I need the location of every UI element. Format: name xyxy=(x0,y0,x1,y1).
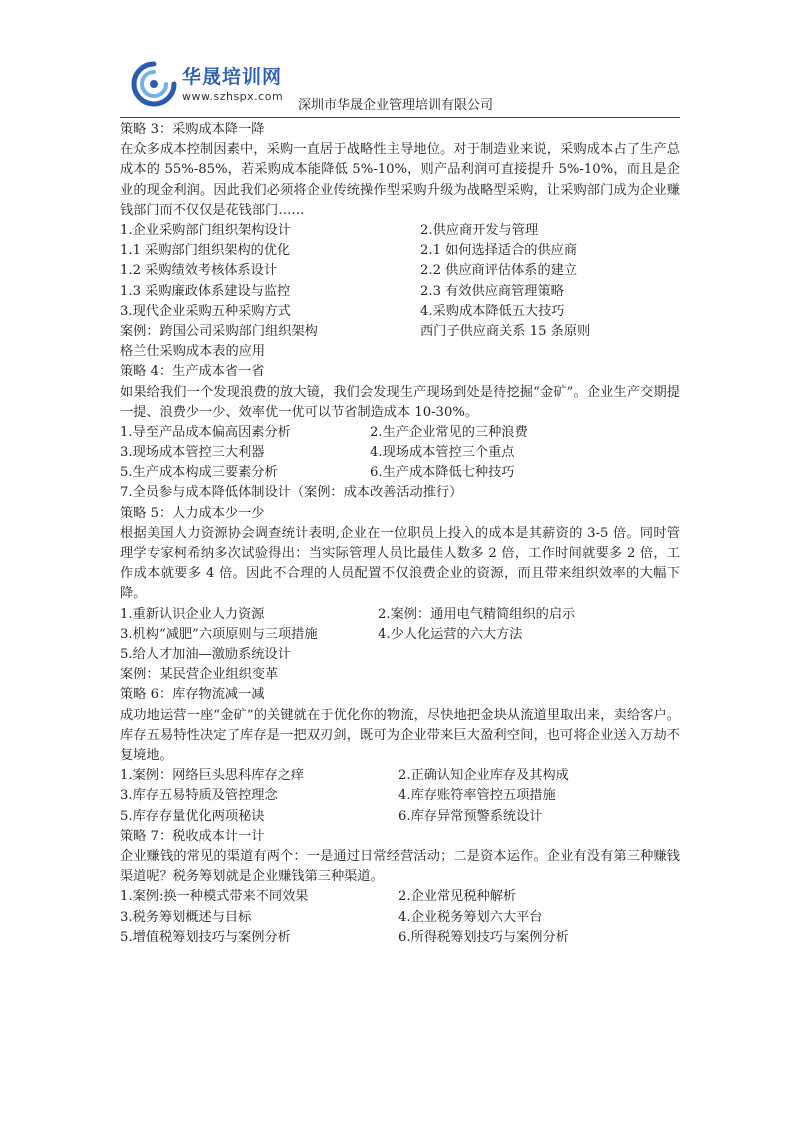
list-row xyxy=(120,241,680,261)
list-item: 6.库存异常预警系统设计 xyxy=(398,808,543,824)
list-row xyxy=(120,807,680,827)
list-row xyxy=(120,221,680,241)
list-row xyxy=(120,605,680,625)
list-row xyxy=(120,443,680,463)
list-item: 6.生产成本降低七种技巧 xyxy=(370,465,515,481)
list-item: 4.企业税务筹划六大平台 xyxy=(398,909,543,925)
list-item: 2.正确认知企业库存及其构成 xyxy=(398,768,569,784)
list-item: 1.2 采购绩效考核体系设计 xyxy=(120,263,278,279)
list-item: 3.库存五易特质及管控理念 xyxy=(120,788,278,804)
list-item: 3.现场成本管控三大利器 xyxy=(120,445,265,461)
list-row xyxy=(120,625,680,645)
list-item: 1.案例：网络巨头思科库存之痒 xyxy=(120,768,305,784)
section-title: 策略 4：生产成本省一省 xyxy=(120,364,265,380)
list-item: 2.生产企业常见的三种浪费 xyxy=(370,424,528,440)
section-intro: 成功地运营一座“金矿”的关键就在于优化你的物流，尽快地把金块从流道里取出来，卖给客户。库存五易特性决定了库存是一把双刃剑，既可为企业带来巨大盈利空间，也可将企业送入万劫不复境地。 xyxy=(120,707,680,763)
list-row xyxy=(120,282,680,302)
list-item: 2.案例：通用电气精简组织的启示 xyxy=(378,606,576,622)
list-item: 2.企业常见税种解析 xyxy=(398,889,517,905)
section-intro: 在众多成本控制因素中，采购一直居于战略性主导地位。对于制造业来说，采购成本占了生产总成本的 55%-85%，若采购成本能降低 5%-10%，则产品利润可直接提升 5%-10%，而且是企业的现金利润。因此我们必须将企业传统操作型采购升级为战略型采购，让采购部门成为企业赚钱部门而不仅仅是花钱部门…… xyxy=(120,142,680,218)
list-row xyxy=(120,423,680,443)
list-item: 1.导至产品成本偏高因素分析 xyxy=(120,424,291,440)
list-item: 4.库存账符率管控五项措施 xyxy=(398,788,556,804)
list-item: 7.全员参与成本降低体制设计（案例：成本改善活动推行） xyxy=(120,485,463,501)
list-item: 4.少人化运营的六大方法 xyxy=(378,626,523,642)
list-row xyxy=(120,322,680,342)
list-item: 5.增值税筹划技巧与案例分析 xyxy=(120,929,291,945)
list-item: 5.生产成本构成三要素分析 xyxy=(120,465,278,481)
section-title: 策略 6：库存物流减一减 xyxy=(120,687,265,703)
list-item: 2.3 有效供应商管理策略 xyxy=(420,283,564,299)
section-intro: 如果给我们一个发现浪费的放大镜，我们会发现生产现场到处是待挖掘“金矿”。企业生产交期提一提、浪费少一少、效率优一优可以节省制造成本 10-30%。 xyxy=(120,384,680,420)
list-row xyxy=(120,928,680,948)
brand-url: www.szhspx.com xyxy=(182,90,284,103)
list-item: 2.供应商开发与管理 xyxy=(420,223,539,238)
header-divider xyxy=(120,117,680,118)
list-item: 2.2 供应商评估体系的建立 xyxy=(420,263,578,279)
list-item: 4.采购成本降低五大技巧 xyxy=(420,303,565,319)
list-row xyxy=(120,302,680,322)
list-row xyxy=(120,463,680,483)
company-name: 深圳市华晟企业管理培训有限公司 xyxy=(298,98,494,113)
section-title: 策略 3：采购成本降一降 xyxy=(120,122,265,137)
brand-name: 华晟培训网 xyxy=(182,66,283,88)
section-title: 策略 7：税收成本计一计 xyxy=(120,828,265,844)
page-header xyxy=(120,58,680,118)
list-item: 1.企业采购部门组织架构设计 xyxy=(120,223,291,238)
list-item: 3.现代企业采购五种采购方式 xyxy=(120,303,291,319)
list-item: 5.库存存量优化两项秘诀 xyxy=(120,808,265,824)
list-row xyxy=(120,786,680,806)
list-item: 4.现场成本管控三个重点 xyxy=(370,445,515,461)
list-item: 2.1 如何选择适合的供应商 xyxy=(420,243,578,259)
list-item: 西门子供应商关系 15 条原则 xyxy=(420,323,591,339)
section-intro: 企业赚钱的常见的渠道有两个：一是通过日常经营活动；二是资本运作。企业有没有第三种赚钱渠道呢？税务筹划就是企业赚钱第三种渠道。 xyxy=(120,848,680,885)
list-item: 1.重新认识企业人力资源 xyxy=(120,606,265,622)
list-item: 1.案例:换一种模式带来不同效果 xyxy=(120,889,309,905)
list-item: 3.机构“减肥”六项原则与三项措施 xyxy=(120,626,318,642)
list-item: 5.给人才加油—激励系统设计 xyxy=(120,647,291,663)
list-item: 案例：某民营企业组织变革 xyxy=(120,667,279,683)
list-row xyxy=(120,908,680,928)
section-title: 策略 5：人力成本少一少 xyxy=(120,505,265,521)
section-intro: 根据美国人力资源协会调查统计表明,企业在一位职员上投入的成本是其薪资的 3-5 倍。同时管理学专家柯希纳多次试验得出：当实际管理人员比最佳人数多 2 倍，工作时间就要多 2 倍，工作成本就要多 4 倍。因此不合理的人员配置不仅浪费企业的资源，而且带来组织效率的大幅下降。 xyxy=(120,525,680,602)
list-item: 6.所得税筹划技巧与案例分析 xyxy=(398,929,569,945)
list-item: 格兰仕采购成本表的应用 xyxy=(120,344,266,360)
list-item: 案例：跨国公司采购部门组织架构 xyxy=(120,323,318,339)
list-row xyxy=(120,887,680,907)
list-row xyxy=(120,766,680,786)
list-item: 3.税务筹划概述与目标 xyxy=(120,909,252,925)
document-body xyxy=(120,120,680,948)
list-row xyxy=(120,261,680,281)
list-item: 1.1 采购部门组织架构的优化 xyxy=(120,243,291,259)
list-item: 1.3 采购廉政体系建设与监控 xyxy=(120,283,291,299)
company-logo-icon xyxy=(128,60,180,108)
